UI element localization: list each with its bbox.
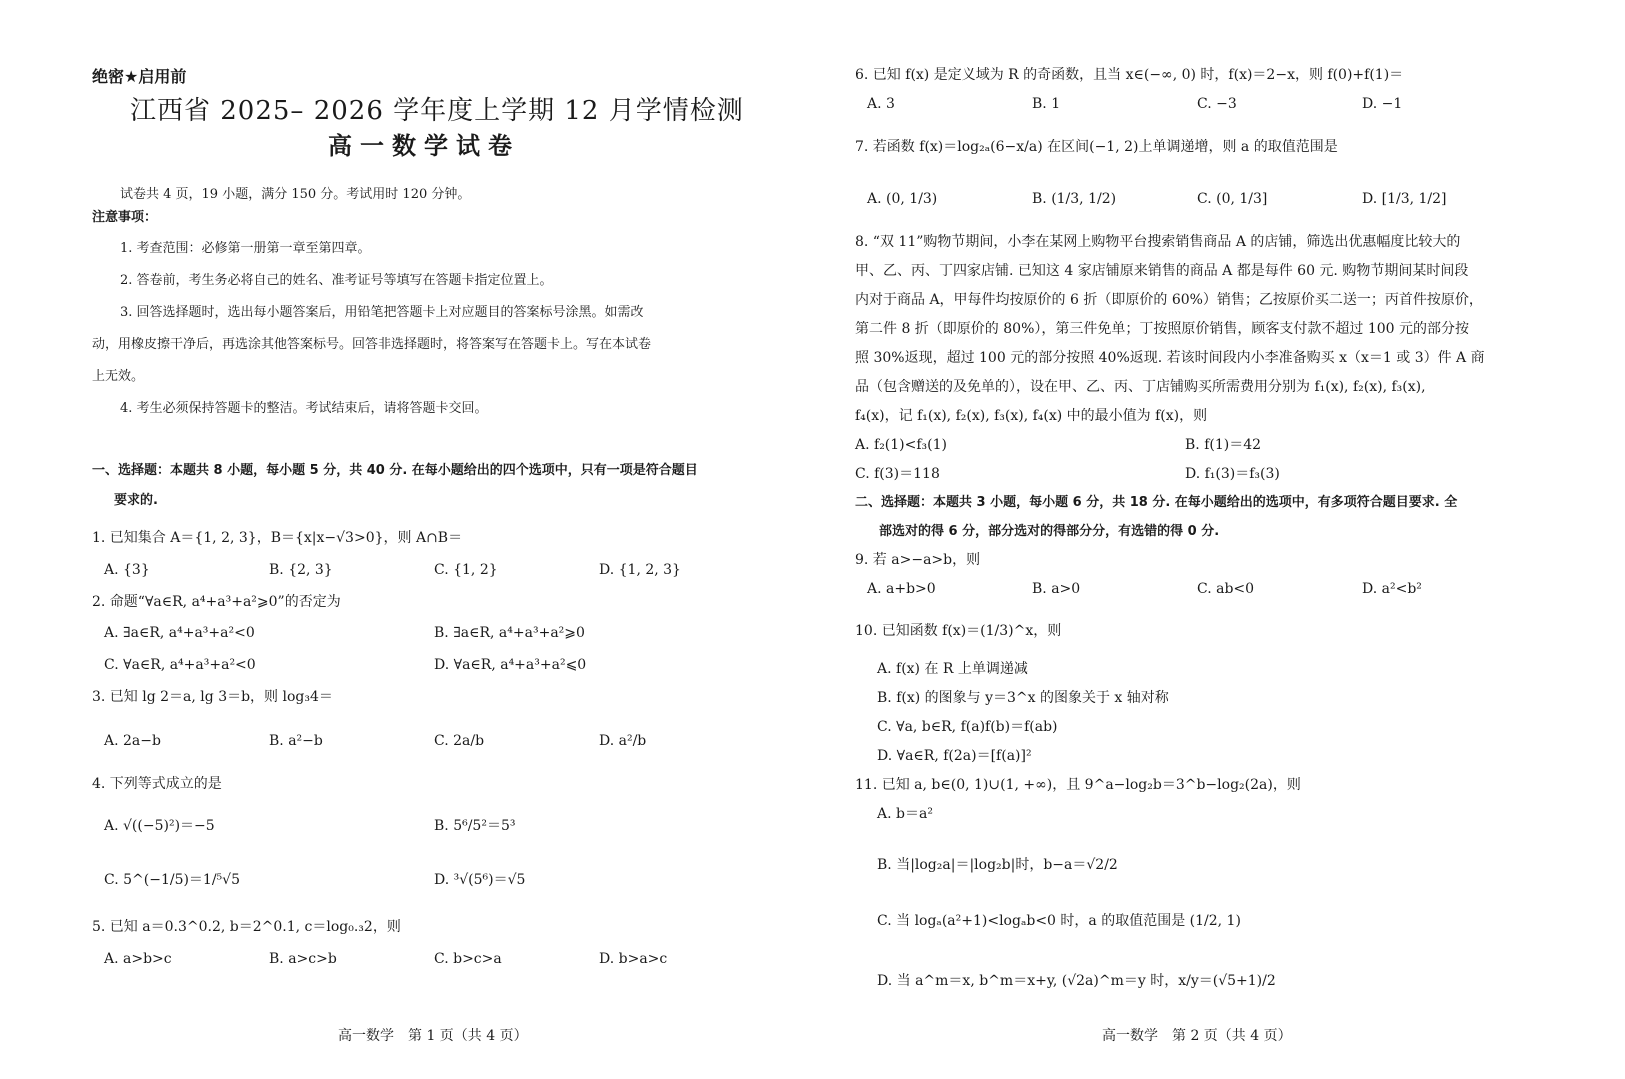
exam-subtitle: 高一数学试卷	[328, 132, 520, 160]
option-b: B. (1/3, 1/2)	[1032, 191, 1117, 207]
section-2-heading: 二、选择题：本题共 3 小题，每小题 6 分，共 18 分. 在每小题给出的选项中，有多项符合题目要求. 全	[855, 495, 1458, 510]
question-6: 6. 已知 f(x) 是定义域为 R 的奇函数，且当 x∈(−∞, 0) 时，f(x)＝2−x，则 f(0)+f(1)＝	[855, 67, 1404, 83]
section-1-heading-cont: 要求的.	[114, 493, 158, 508]
question-1-options	[104, 561, 764, 579]
option-d: D. {1, 2, 3}	[599, 562, 681, 578]
option-b: B. f(1)＝42	[1185, 437, 1262, 453]
page-1	[92, 0, 812, 1079]
question-11: 11. 已知 a, b∈(0, 1)∪(1, +∞)，且 9^a−log₂b＝3^b−log₂(2a)，则	[855, 777, 1301, 793]
question-4: 4. 下列等式成立的是	[92, 776, 222, 792]
question-10-option-c: C. ∀a, b∈R, f(a)f(b)＝f(ab)	[877, 719, 1058, 735]
option-a: A. ∃a∈R, a⁴+a³+a²<0	[104, 625, 255, 641]
question-5-options	[104, 950, 764, 968]
question-11-option-b: B. 当|log₂a|＝|log₂b|时，b−a＝√2/2	[877, 857, 1118, 873]
notice-item-4: 4. 考生必须保持答题卡的整洁。考试结束后，请将答题卡交回。	[120, 401, 488, 416]
page-footer: 高一数学 第 1 页（共 4 页）	[338, 1028, 528, 1044]
option-a: A. 2a−b	[104, 733, 161, 749]
option-a: A. a>b>c	[104, 951, 172, 967]
option-a: A. f₂(1)<f₃(1)	[855, 437, 947, 453]
question-2-options-row2	[104, 656, 764, 674]
question-8-line-3: 内对于商品 A，甲每件均按原价的 6 折（即原价的 60%）销售；乙按原价买二送一；丙首件按原价，	[855, 292, 1483, 308]
option-d: D. [1/3, 1/2]	[1362, 191, 1447, 207]
option-d: D. ∀a∈R, a⁴+a³+a²⩽0	[434, 657, 587, 673]
option-b: B. 1	[1032, 96, 1061, 112]
option-c: C. 2a/b	[434, 733, 485, 749]
option-c: C. (0, 1/3]	[1197, 191, 1268, 207]
question-8-line-2: 甲、乙、丙、丁四家店铺. 已知这 4 家店铺原来销售的商品 A 都是每件 60 元. 购物节期间某时间段	[855, 263, 1469, 279]
question-3-options	[104, 732, 764, 750]
question-8-line-4: 第二件 8 折（即原价的 80%），第三件免单；丁按照原价销售，顾客支付款不超过 100 元的部分按	[855, 321, 1469, 337]
option-c: C. b>c>a	[434, 951, 502, 967]
question-9: 9. 若 a>−a>b，则	[855, 552, 981, 568]
option-c: C. 5^(−1/5)＝1/⁵√5	[104, 872, 241, 888]
question-8-line-5: 照 30%返现，超过 100 元的部分按照 40%返现. 若该时间段内小李准备购买 x（x＝1 或 3）件 A 商	[855, 350, 1485, 366]
option-d: D. f₁(3)＝f₃(3)	[1185, 466, 1280, 482]
option-d: D. ³√(5⁶)＝√5	[434, 872, 526, 888]
question-11-option-a: A. b＝a²	[877, 806, 933, 822]
page-footer: 高一数学 第 2 页（共 4 页）	[1102, 1028, 1292, 1044]
question-8-line-6: 品（包含赠送的及免单的），设在甲、乙、丙、丁店铺购买所需费用分别为 f₁(x), f₂(x), f₃(x),	[855, 379, 1426, 395]
option-b: B. 5⁶/5²＝5³	[434, 818, 516, 834]
question-8: 8. “双 11”购物节期间，小李在某网上购物平台搜索销售商品 A 的店铺，筛选出优惠幅度比较大的	[855, 234, 1461, 250]
question-10: 10. 已知函数 f(x)＝(1/3)^x，则	[855, 623, 1062, 639]
option-c: C. f(3)＝118	[855, 466, 940, 482]
option-c: C. ab<0	[1197, 581, 1255, 597]
option-c: C. {1, 2}	[434, 562, 498, 578]
option-d: D. b>a>c	[599, 951, 668, 967]
page-2	[855, 0, 1575, 1079]
question-7: 7. 若函数 f(x)＝log₂ₐ(6−x/a) 在区间(−1, 2)上单调递增，则 a 的取值范围是	[855, 139, 1338, 155]
notice-item-3-end: 上无效。	[92, 369, 145, 384]
question-9-options	[867, 580, 1527, 598]
option-a: A. a+b>0	[867, 581, 936, 597]
option-a: A. (0, 1/3)	[867, 191, 938, 207]
question-10-option-b: B. f(x) 的图象与 y＝3^x 的图象关于 x 轴对称	[877, 690, 1169, 706]
option-c: C. ∀a∈R, a⁴+a³+a²<0	[104, 657, 256, 673]
option-d: D. a²<b²	[1362, 581, 1422, 597]
question-11-option-c: C. 当 logₐ(a²+1)<logₐb<0 时，a 的取值范围是 (1/2, 1)	[877, 913, 1241, 929]
confidential-mark: 绝密★启用前	[92, 67, 187, 86]
question-7-options	[867, 190, 1527, 208]
question-2: 2. 命题“∀a∈R, a⁴+a³+a²⩾0”的否定为	[92, 594, 341, 610]
option-b: B. a>c>b	[269, 951, 337, 967]
question-4-options-row2	[104, 871, 764, 889]
notice-item-2: 2. 答卷前，考生务必将自己的姓名、准考证号等填写在答题卡指定位置上。	[120, 273, 553, 288]
option-d: D. a²/b	[599, 733, 647, 749]
question-6-options	[867, 95, 1527, 113]
notice-title: 注意事项：	[92, 210, 158, 225]
section-2-heading-cont: 部选对的得 6 分，部分选对的得部分分，有选错的得 0 分.	[879, 524, 1220, 539]
question-8-options-row1	[855, 436, 1515, 454]
question-10-option-d: D. ∀a∈R, f(2a)＝[f(a)]²	[877, 748, 1032, 764]
question-5: 5. 已知 a＝0.3^0.2, b＝2^0.1, c＝log₀.₃2，则	[92, 919, 401, 935]
exam-info: 试卷共 4 页，19 小题，满分 150 分。考试用时 120 分钟。	[120, 187, 471, 202]
question-2-options-row1	[104, 624, 764, 642]
notice-item-3: 3. 回答选择题时，选出每小题答案后，用铅笔把答题卡上对应题目的答案标号涂黑。如需改	[120, 305, 644, 320]
question-10-option-a: A. f(x) 在 R 上单调递减	[877, 661, 1028, 677]
section-1-heading: 一、选择题：本题共 8 小题，每小题 5 分，共 40 分. 在每小题给出的四个选项中，只有一项是符合题目	[92, 463, 698, 478]
option-a: A. √((−5)²)＝−5	[104, 818, 215, 834]
option-a: A. 3	[867, 96, 895, 112]
option-b: B. {2, 3}	[269, 562, 333, 578]
notice-item-1: 1. 考查范围：必修第一册第一章至第四章。	[120, 241, 371, 256]
option-b: B. ∃a∈R, a⁴+a³+a²⩾0	[434, 625, 585, 641]
option-a: A. {3}	[104, 562, 150, 578]
exam-title: 江西省 2025– 2026 学年度上学期 12 月学情检测	[130, 96, 744, 126]
question-8-options-row2	[855, 465, 1515, 483]
option-d: D. −1	[1362, 96, 1403, 112]
notice-item-3-cont: 动，用橡皮擦干净后，再选涂其他答案标号。回答非选择题时，将答案写在答题卡上。写在本试卷	[92, 337, 652, 352]
question-3: 3. 已知 lg 2＝a, lg 3＝b，则 log₃4＝	[92, 689, 333, 705]
option-b: B. a²−b	[269, 733, 323, 749]
question-8-line-7: f₄(x)，记 f₁(x), f₂(x), f₃(x), f₄(x) 中的最小值为 f(x)，则	[855, 408, 1208, 424]
option-b: B. a>0	[1032, 581, 1081, 597]
option-c: C. −3	[1197, 96, 1237, 112]
question-1: 1. 已知集合 A＝{1, 2, 3}，B＝{x|x−√3>0}，则 A∩B＝	[92, 530, 463, 546]
question-4-options-row1	[104, 817, 764, 835]
question-11-option-d: D. 当 a^m＝x, b^m＝x+y, (√2a)^m＝y 时，x/y＝(√5+1)/2	[877, 973, 1276, 989]
